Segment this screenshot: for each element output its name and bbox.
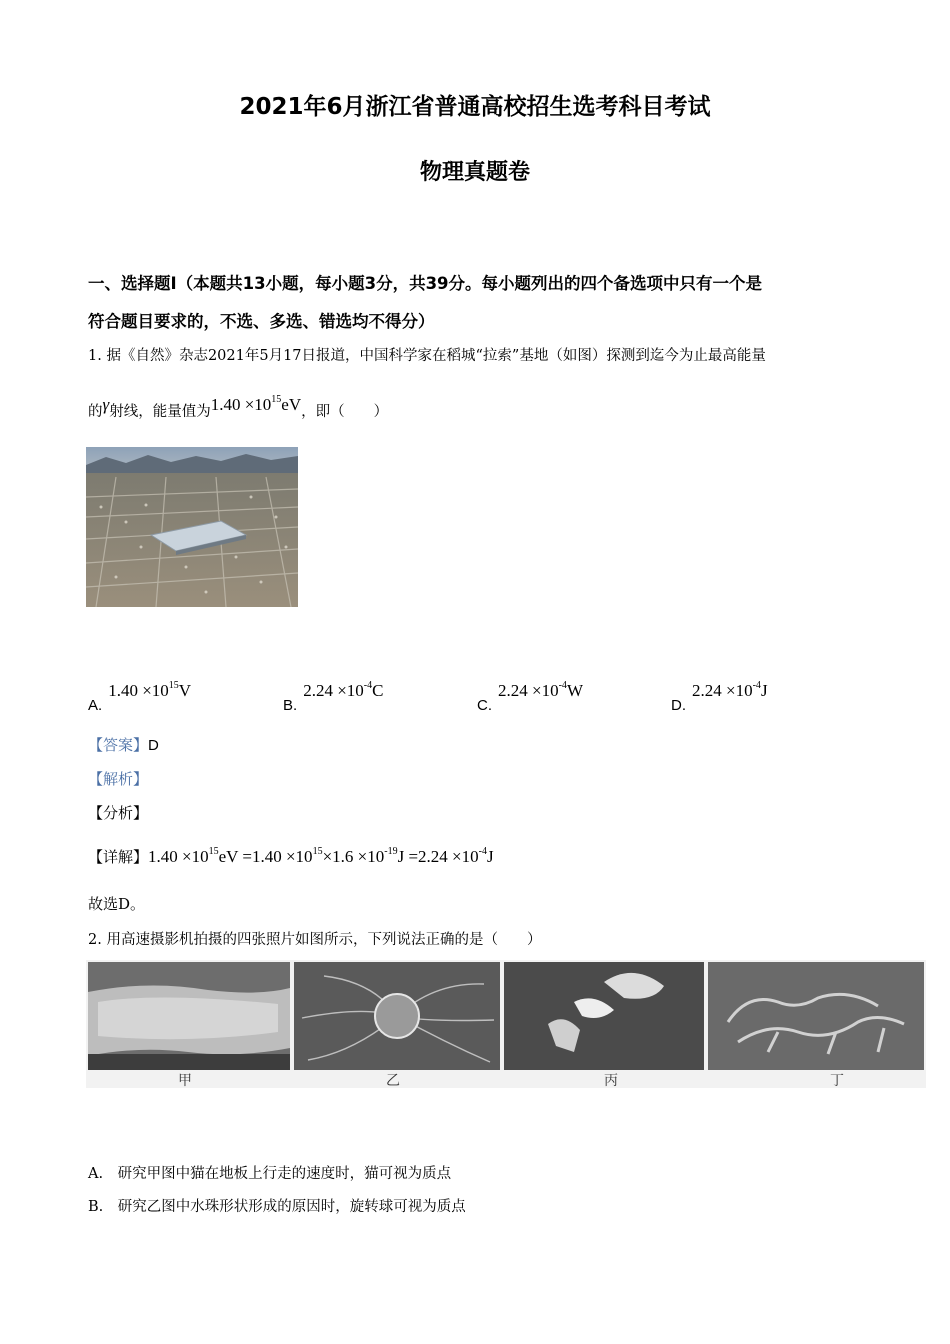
q1-mid: 射线，能量值为	[109, 404, 211, 420]
q1-option-d[interactable]: $D.2.24 \times 10^{-4}J$	[671, 680, 768, 714]
analysis-tag: 【解析】	[88, 770, 149, 788]
page-title: 2021年6月浙江省普通高校招生选考科目考试	[239, 94, 711, 120]
answer-line	[88, 734, 159, 755]
q2-option-a[interactable]: A. 研究甲图中猫在地板上行走的速度时，猫可视为质点	[88, 1166, 452, 1182]
high-speed-photos	[86, 960, 926, 1088]
gamma-symbol: γ	[102, 395, 110, 414]
detail-tag: 【详解】	[88, 848, 149, 866]
photo-label-ding: 丁	[830, 1073, 844, 1088]
q1-stem-line1: 1. 据《自然》杂志2021年5月17日报道，中国科学家在稻城“拉索”基地（如图）探测到迄今为止最高能量	[88, 348, 766, 364]
q1-option-b[interactable]: $B.2.24 \times 10^{-4}C$	[283, 680, 384, 714]
page-subtitle: 物理真题卷	[419, 160, 530, 185]
q1-option-a[interactable]: $A.1.40 \times 10^{15}V$	[88, 680, 192, 714]
answer-value: D	[148, 737, 159, 754]
detail-formula: $1.40 \times 10^{15}eV =1.40 \times 10^{15}\times 1.6 \times 10^{-19}J =2.24 \times 10^{-4}J$	[148, 846, 494, 866]
photo-label-jia: 甲	[178, 1073, 192, 1088]
section-heading-line1: 一、选择题Ⅰ（本题共13小题，每小题3分，共39分。每小题列出的四个备选项中只有一个是	[88, 274, 763, 293]
photo-bing	[504, 962, 704, 1070]
photo-yi	[294, 962, 500, 1070]
q2-option-b[interactable]: B. 研究乙图中水珠形状形成的原因时，旋转球可视为质点	[88, 1199, 466, 1215]
photo-ding	[708, 962, 924, 1070]
fenxi-tag: 【分析】	[88, 804, 149, 822]
detail-line	[88, 846, 494, 867]
photo-label-yi: 乙	[386, 1073, 400, 1088]
conclusion: 故选D。	[88, 895, 146, 913]
photo-label-bing: 丙	[604, 1073, 618, 1088]
lhaaso-base-photo	[86, 447, 298, 607]
answer-tag: 【答案】	[88, 736, 149, 754]
q1-stem-line2	[88, 394, 388, 421]
q2-stem: 2. 用高速摄影机拍摄的四张照片如图所示，下列说法正确的是（ ）	[88, 932, 542, 948]
q1-option-c[interactable]: $C.2.24 \times 10^{-4}W$	[477, 680, 583, 714]
section-heading-line2: 符合题目要求的，不选、多选、错选均不得分）	[88, 312, 435, 331]
photo-jia	[88, 962, 290, 1070]
q1-prefix: 的	[88, 404, 103, 420]
q1-energy: $1.40 \times 10^{15}eV$	[210, 394, 302, 414]
q1-suffix: ，即（ ）	[301, 404, 389, 420]
